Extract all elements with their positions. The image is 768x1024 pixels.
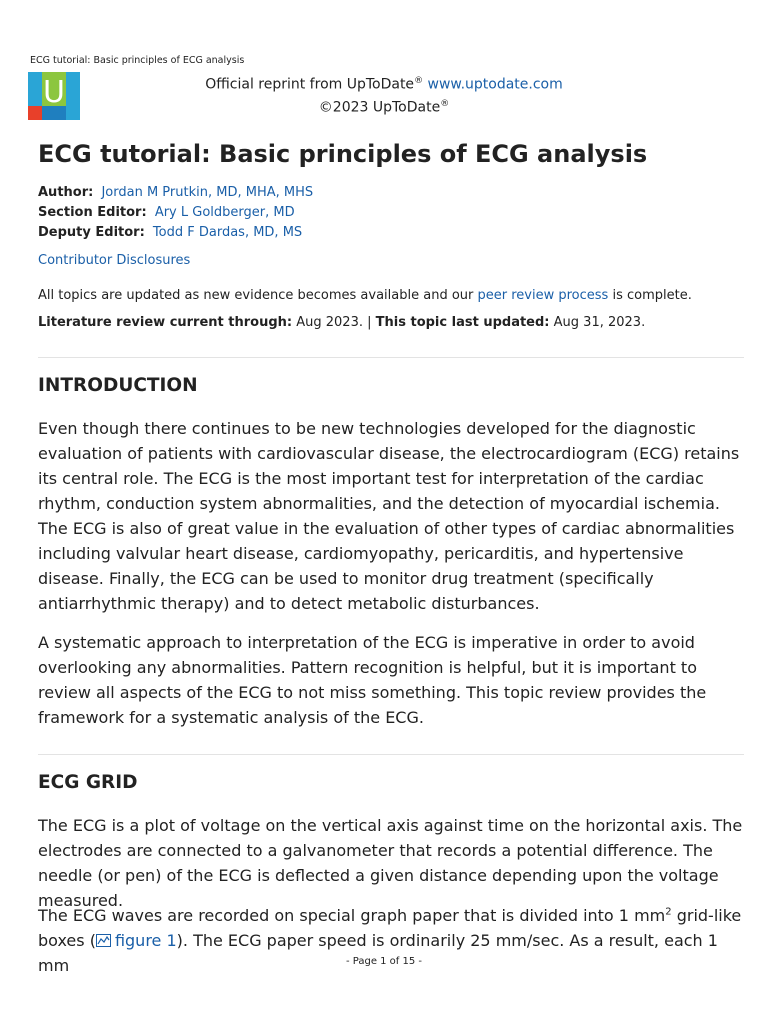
article-title: ECG tutorial: Basic principles of ECG analysis bbox=[38, 140, 648, 168]
registered-mark: ® bbox=[414, 76, 424, 86]
deputy-editor-label: Deputy Editor: bbox=[38, 225, 145, 240]
introduction-heading: INTRODUCTION bbox=[38, 375, 198, 396]
author-label: Author: bbox=[38, 185, 94, 200]
superscript-2: 2 bbox=[665, 906, 672, 918]
reprint-notice bbox=[0, 72, 768, 117]
contributor-disclosures-link[interactable]: Contributor Disclosures bbox=[38, 253, 191, 268]
last-updated-value: Aug 31, 2023. bbox=[553, 315, 646, 330]
update-note-suffix: is complete. bbox=[612, 288, 692, 303]
review-dates bbox=[38, 313, 645, 333]
deputy-editor-link[interactable]: Todd F Dardas, MD, MS bbox=[152, 225, 303, 240]
author-line bbox=[38, 183, 313, 203]
copyright-text: ©2023 UpToDate bbox=[318, 99, 441, 116]
registered-mark-2: ® bbox=[440, 98, 450, 109]
section-editor-line bbox=[38, 203, 295, 223]
figure-1-link-label: figure 1 bbox=[114, 931, 177, 950]
grid-paragraph-1: The ECG is a plot of voltage on the vertical axis against time on the horizontal axis. The electrodes are connected to a galvanometer that records a potential difference. The needle (or pen) of the ECG is deflected a given distance depending upon the voltage measured. bbox=[38, 816, 743, 910]
graph-icon bbox=[96, 934, 111, 947]
author-link[interactable]: Jordan M Prutkin, MD, MHA, MHS bbox=[101, 185, 314, 200]
grid-p2-text-b: grid-like boxes ( bbox=[38, 906, 742, 950]
intro-paragraph-2: A systematic approach to interpretation of the ECG is imperative in order to avoid overlooking any abnormalities. Pattern recognition is helpful, but it is important to review all aspects of the ECG to not miss something. This topic review provides the framework for a systematic analysis of the ECG. bbox=[38, 633, 707, 727]
update-note bbox=[38, 286, 692, 306]
uptodate-url-link[interactable]: www.uptodate.com bbox=[427, 76, 563, 93]
lit-review-value: Aug 2023. | bbox=[296, 315, 372, 330]
update-note-prefix: All topics are updated as new evidence becomes available and our bbox=[38, 288, 474, 303]
ecg-grid-heading: ECG GRID bbox=[38, 772, 138, 793]
divider bbox=[38, 357, 744, 358]
deputy-editor-line bbox=[38, 223, 302, 243]
last-updated-label: This topic last updated: bbox=[375, 315, 550, 330]
section-editor-label: Section Editor: bbox=[38, 205, 147, 220]
figure-1-link[interactable] bbox=[96, 931, 177, 950]
disclosures-line bbox=[38, 251, 190, 271]
page-number-footer: - Page 1 of 15 - bbox=[345, 956, 423, 967]
grid-p2-text-c: ). The ECG paper speed is ordinarily 25 mm/sec. As a result, each 1 mm bbox=[38, 931, 718, 975]
logo-letter: U bbox=[43, 75, 65, 110]
intro-paragraph-1: Even though there continues to be new technologies developed for the diagnostic evaluation of patients with cardiovascular disease, the electrocardiogram (ECG) retains its central role. The ECG is the most important test for interpretation of the cardiac rhythm, conduction system abnormalities, and the detection of myocardial ischemia. The ECG is also of great value in the evaluation of other types of cardiac abnormalities including valvular heart disease, cardiomyopathy, pericarditis, and hypertensive disease. Finally, the ECG can be used to monitor drug treatment (specifically antiarrhythmic therapy) and to detect metabolic disturbances. bbox=[38, 419, 740, 613]
peer-review-link[interactable]: peer review process bbox=[477, 288, 609, 303]
reprint-text: Official reprint from UpToDate bbox=[205, 76, 415, 93]
running-head: ECG tutorial: Basic principles of ECG analysis bbox=[30, 55, 245, 66]
lit-review-label: Literature review current through: bbox=[38, 315, 293, 330]
grid-p2-text-a: The ECG waves are recorded on special graph paper that is divided into 1 mm bbox=[38, 906, 666, 925]
section-editor-link[interactable]: Ary L Goldberger, MD bbox=[154, 205, 295, 220]
divider bbox=[38, 754, 744, 755]
